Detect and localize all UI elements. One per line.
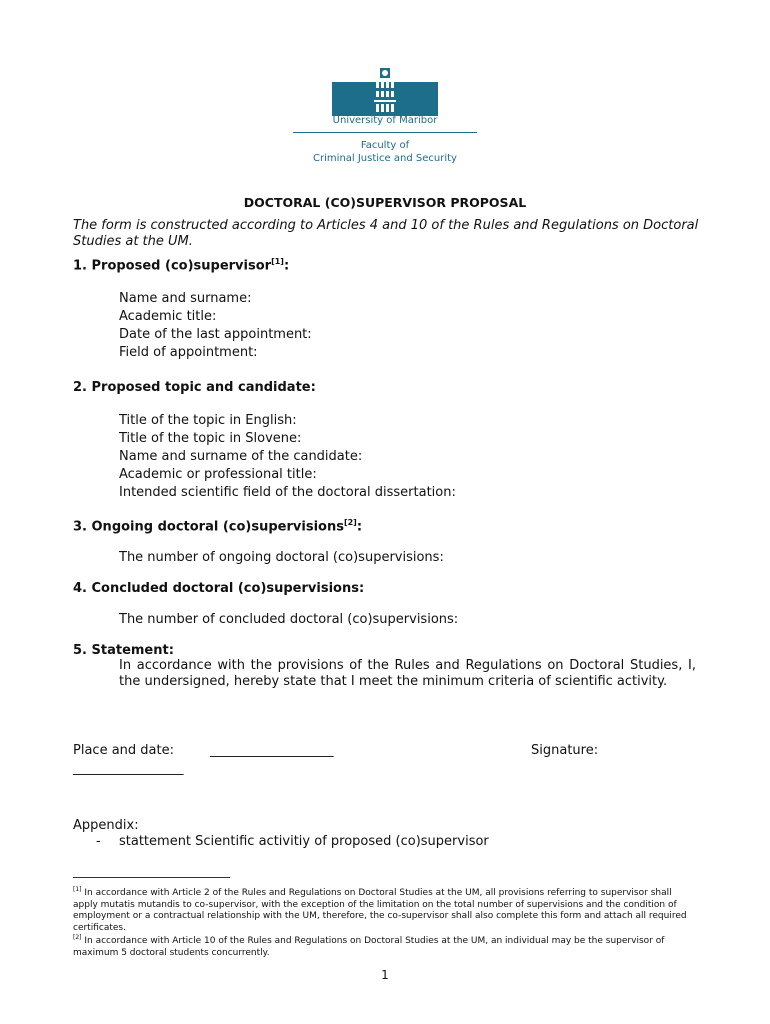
intro-text: The form is constructed according to Articles 4 and 10 of the Rules and Regulations on Doctoral Studies at the UM. xyxy=(73,218,699,249)
statement-text: In accordance with the provisions of the Rules and Regulations on Doctoral Studies, I, the undersigned, hereby state that I meet the minimum criteria of scientific activity. xyxy=(119,658,696,689)
faculty-line-1: Faculty of xyxy=(360,140,410,151)
section-5-heading: 5. Statement: xyxy=(73,643,174,658)
field-topic-english: Title of the topic in English: xyxy=(119,413,297,428)
university-tower-logo-icon xyxy=(371,66,399,116)
footnote-ref-1[interactable]: [1] xyxy=(271,257,284,266)
faculty-line-2: Criminal Justice and Security xyxy=(313,153,457,164)
section-1-heading: 1. Proposed (co)supervisor[1]: xyxy=(73,257,290,274)
university-name: University of Maribor xyxy=(332,115,438,126)
section-3-heading: 3. Ongoing doctoral (co)supervisions[2]: xyxy=(73,518,363,535)
field-academic-title: Academic title: xyxy=(119,309,217,324)
section-4-heading: 4. Concluded doctoral (co)supervisions: xyxy=(73,581,365,596)
faculty-name xyxy=(290,139,480,165)
footnote-2-text: In accordance with Article 10 of the Rules and Regulations on Doctoral Studies at the UM, an individual may be the supervisor of maximum 5 doctoral students concurrently. xyxy=(73,936,665,958)
appendix-bullet: - xyxy=(96,834,101,849)
field-topic-slovene: Title of the topic in Slovene: xyxy=(119,431,302,446)
place-date-label: Place and date: xyxy=(73,743,174,758)
field-concluded-count: The number of concluded doctoral (co)supervisions: xyxy=(119,612,459,627)
footnote-2-mark: [2] xyxy=(73,934,82,941)
footnote-2 xyxy=(73,932,697,959)
appendix-label: Appendix: xyxy=(73,818,139,833)
footnote-1-text: In accordance with Article 2 of the Rules and Regulations on Doctoral Studies at the UM, all provisions referring to supervisor shall apply mutatis mutandis to co-supervisor, with the exception of the limitation on the total number of supervisions and the condition of employment or a contractual relationship with the UM, therefore, the co-supervisor shall also complete this form and attach all required certificates. xyxy=(73,888,687,933)
signature-line[interactable]: _________________ xyxy=(73,761,184,776)
footnote-1 xyxy=(73,884,697,934)
field-name-surname: Name and surname: xyxy=(119,291,252,306)
appendix-item: stattement Scientific activitiy of proposed (co)supervisor xyxy=(119,834,489,849)
section-2-heading: 2. Proposed topic and candidate: xyxy=(73,380,316,395)
signature-label: Signature: xyxy=(531,743,599,758)
footnote-ref-2[interactable]: [2] xyxy=(343,518,357,527)
logo-divider xyxy=(293,132,477,133)
footnote-1-mark: [1] xyxy=(73,886,82,893)
document-title: DOCTORAL (CO)SUPERVISOR PROPOSAL xyxy=(243,195,527,210)
field-appointment-field: Field of appointment: xyxy=(119,345,258,360)
page-number: 1 xyxy=(381,968,389,982)
field-scientific-field: Intended scientific field of the doctoral dissertation: xyxy=(119,485,456,500)
field-candidate-name: Name and surname of the candidate: xyxy=(119,449,363,464)
field-candidate-title: Academic or professional title: xyxy=(119,467,317,482)
footnote-separator xyxy=(73,877,230,878)
place-date-line[interactable]: ___________________ xyxy=(210,743,334,758)
field-ongoing-count: The number of ongoing doctoral (co)supervisions: xyxy=(119,550,444,565)
field-last-appointment: Date of the last appointment: xyxy=(119,327,312,342)
